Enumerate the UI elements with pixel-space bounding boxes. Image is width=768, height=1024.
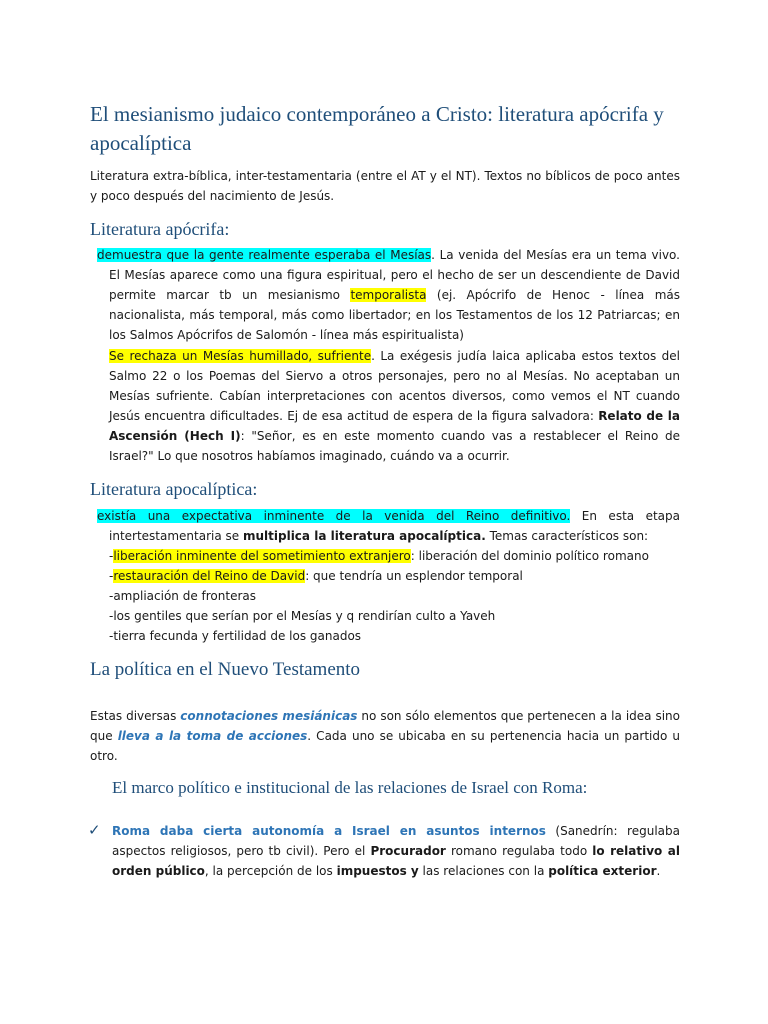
bold-text: política exterior bbox=[548, 864, 657, 878]
paragraph-text: Temas característicos son: bbox=[485, 529, 649, 543]
apocrifa-paragraph-2 bbox=[109, 346, 680, 466]
paragraph-text: . La venida del Mesías era un tema vivo. El Mesías aparece como una figura espiritual, pero el hecho de ser un descendiente de David permite marcar tb un mesianismo bbox=[109, 248, 680, 302]
paragraph-text: . La exégesis judía laica aplicaba estos textos del Salmo 22 o los Poemas del Siervo a otros personajes, pero no al Mesías. No aceptaban un Mesías sufriente. Cabían interpretaciones con acentos diversos, como vemos el NT cuando Jesús encuentra dificultades. Ej de esa actitud de espera de la figura salvadora: bbox=[109, 349, 680, 423]
highlight-text: temporalista bbox=[350, 288, 427, 302]
heading-marco-politico: El marco político e institucional de las relaciones de Israel con Roma: bbox=[112, 778, 588, 797]
bold-text: multiplica la literatura apocalíptica. bbox=[242, 529, 486, 543]
list-item bbox=[109, 546, 680, 566]
heading-literatura-apocaliptica: Literatura apocalíptica: bbox=[90, 479, 258, 499]
marco-paragraph bbox=[112, 821, 680, 881]
apocrifa-paragraph-1 bbox=[97, 245, 680, 345]
bold-text: lo relativo al orden público bbox=[112, 844, 680, 878]
paragraph-text: las relaciones con la bbox=[418, 864, 549, 878]
list-item-text: : que tendría un esplendor temporal bbox=[305, 569, 523, 583]
checkmark-icon: ✓ bbox=[88, 821, 101, 839]
highlight-text: liberación inminente del sometimiento extranjero bbox=[113, 549, 411, 563]
dash: - bbox=[109, 549, 114, 563]
heading-literatura-apocrifa: Literatura apócrifa: bbox=[90, 219, 230, 239]
lead-text: Roma daba cierta autonomía a Israel en asuntos internos bbox=[112, 824, 546, 838]
paragraph-text: : "Señor, es en este momento cuando vas a restablecer el Reino de Israel?" Lo que nosotros habíamos imaginado, cuándo va a ocurrir. bbox=[109, 429, 680, 463]
bold-text: impuestos y bbox=[336, 864, 419, 878]
document-title: El mesianismo judaico contemporáneo a Cristo: literatura apócrifa y apocalíptica bbox=[90, 102, 664, 155]
apocaliptica-paragraph bbox=[97, 506, 680, 646]
paragraph-text: (ej. Apócrifo de Henoc - línea más nacionalista, más temporal, más como libertador; en los Testamentos de los 12 Patriarcas; en los Salmos Apócrifos de Salomón - línea más espiritualista) bbox=[109, 288, 680, 342]
highlight-text: Se rechaza un Mesías humillado, sufriente bbox=[109, 349, 372, 363]
list-item bbox=[109, 566, 680, 586]
politica-paragraph bbox=[90, 706, 680, 766]
bold-text: Relato de la Ascensión (Hech I) bbox=[109, 409, 680, 443]
list-item: -tierra fecunda y fertilidad de los ganados bbox=[109, 629, 362, 643]
emphasis-text: connotaciones mesiánicas bbox=[180, 709, 358, 723]
paragraph-text: , la percepción de los bbox=[204, 864, 337, 878]
intro-paragraph: Literatura extra-bíblica, inter-testamentaria (entre el AT y el NT). Textos no bíblicos de poco antes y poco después del nacimiento de Jesús. bbox=[90, 169, 680, 203]
bold-text: Procurador bbox=[370, 844, 446, 858]
paragraph-text: En esta etapa intertestamentaria se bbox=[109, 509, 680, 543]
highlight-text: demuestra que la gente realmente esperaba el Mesías bbox=[97, 248, 432, 262]
paragraph-text: romano regulaba todo bbox=[445, 844, 593, 858]
paragraph-text: . bbox=[656, 864, 661, 878]
list-item-text: : liberación del dominio político romano bbox=[410, 549, 649, 563]
list-item: -ampliación de fronteras bbox=[109, 589, 256, 603]
emphasis-text: lleva a la toma de acciones bbox=[117, 729, 308, 743]
paragraph-text: Estas diversas bbox=[90, 709, 181, 723]
list-item: -los gentiles que serían por el Mesías y q rendirían culto a Yaveh bbox=[109, 609, 496, 623]
paragraph-text: . Cada uno se ubicaba en su pertenencia hacia un partido u otro. bbox=[90, 729, 680, 763]
paragraph-text: no son sólo elementos que pertenecen a la idea sino que bbox=[90, 709, 681, 743]
paragraph-text: (Sanedrín: regulaba aspectos religiosos, pero tb civil). Pero el bbox=[112, 824, 680, 858]
dash: - bbox=[109, 569, 114, 583]
heading-politica: La política en el Nuevo Testamento bbox=[90, 659, 361, 680]
highlight-text: existía una expectativa inminente de la venida del Reino definitivo. bbox=[97, 509, 571, 523]
highlight-text: restauración del Reino de David bbox=[113, 569, 306, 583]
